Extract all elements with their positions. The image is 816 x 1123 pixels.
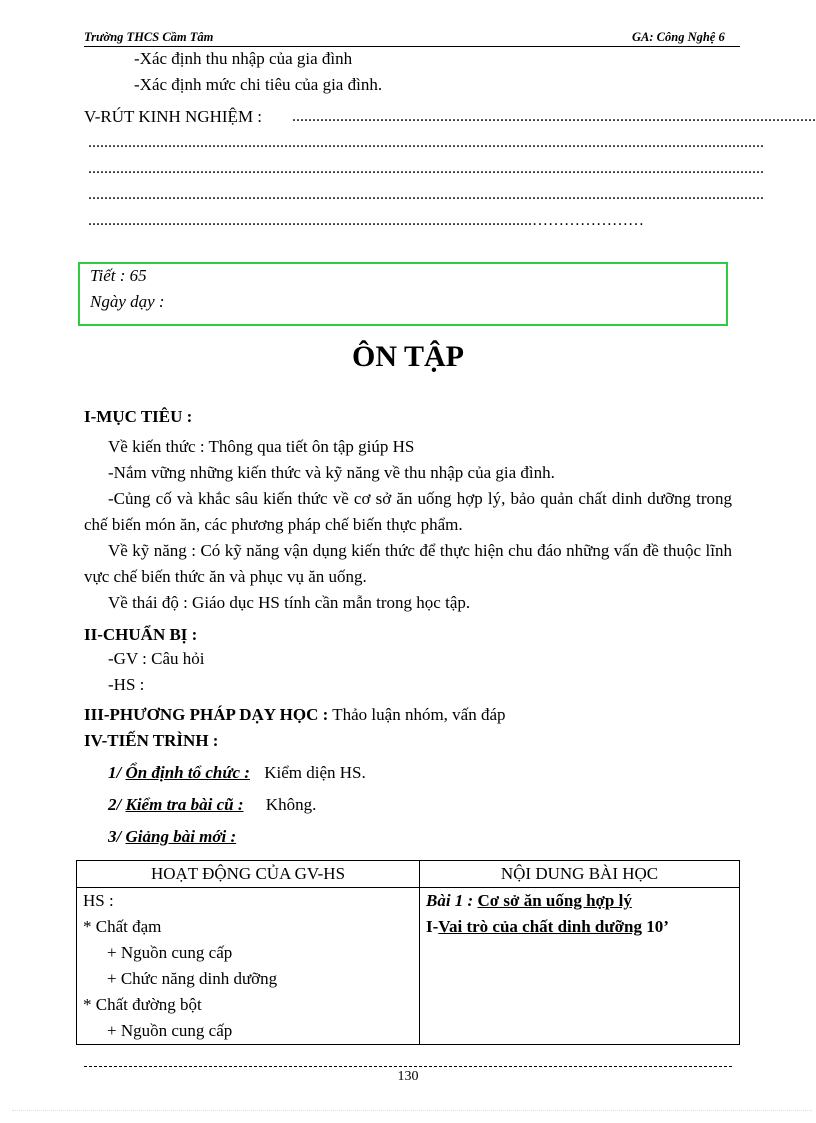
lesson-info-box xyxy=(78,262,728,326)
objective-income: -Nắm vững những kiến thức và kỹ năng về thu nhập của gia đình. xyxy=(108,463,555,482)
lesson-title: Cơ sở ăn uống hợp lý xyxy=(477,891,632,910)
experience-dot-line: ......................................................................................................................................................................... xyxy=(88,134,764,151)
content-cell xyxy=(420,888,740,1045)
experience-dot-line: ......................................................................................................................................................................... xyxy=(88,160,764,177)
table-header-row xyxy=(77,861,740,888)
header-subject: GA: Công Nghệ 6 xyxy=(632,30,725,44)
step-2-text: Không. xyxy=(265,795,317,814)
section-method-heading: III-PHƯƠNG PHÁP DẠY HỌC : xyxy=(84,705,329,724)
section-method xyxy=(84,702,506,728)
lesson-date: Ngày dạy : xyxy=(90,292,165,311)
step-3-number: 3/ xyxy=(108,827,126,846)
experience-dots: ................................................................................................................................... xyxy=(292,108,816,125)
step-1-label: Ổn định tổ chức : xyxy=(125,763,250,782)
process-step-2 xyxy=(108,792,316,818)
footer-rule xyxy=(84,1066,732,1067)
process-step-3 xyxy=(108,824,236,850)
table-header-activities: HOẠT ĐỘNG CỦA GV-HS xyxy=(77,861,420,888)
prev-line-spending: -Xác định mức chi tiêu của gia đình. xyxy=(134,75,383,94)
subheading-title: Vai trò của chất dinh dưỡng xyxy=(438,917,642,936)
header-school: Trường THCS Cầm Tâm xyxy=(84,30,214,44)
objective-nutrition: -Củng cố và khắc sâu kiến thức về cơ sở ăn uống hợp lý, bảo quản chất dinh dưỡng trong chế biến món ăn, các phương pháp chế biến thực phẩm. xyxy=(84,489,732,534)
lesson-subheading xyxy=(426,914,733,940)
experience-dot-line: ...............................................................................................................………………… xyxy=(88,212,644,229)
preparation-teacher: -GV : Câu hỏi xyxy=(108,649,205,668)
activity-line: HS : xyxy=(83,891,114,910)
step-1-number: 1/ xyxy=(108,763,126,782)
page-number: 130 xyxy=(397,1069,419,1084)
section-method-text: Thảo luận nhóm, vấn đáp xyxy=(332,705,506,724)
page-edge-rule xyxy=(12,1110,812,1111)
section-objectives-heading: I-MỤC TIÊU : xyxy=(84,407,193,426)
process-step-1 xyxy=(108,760,366,786)
step-3-label: Giảng bài mới : xyxy=(125,827,237,846)
page-title: ÔN TẬP xyxy=(352,340,464,373)
lesson-label: Bài 1 : xyxy=(426,891,478,910)
section-preparation-heading: II-CHUẨN BỊ : xyxy=(84,625,198,644)
step-1-text: Kiểm diện HS. xyxy=(264,763,366,782)
table-header-content: NỘI DUNG BÀI HỌC xyxy=(420,861,740,888)
experience-label: V-RÚT KINH NGHIỆM : xyxy=(84,107,263,126)
lesson-table xyxy=(76,860,740,1045)
lesson-period: Tiết : 65 xyxy=(90,266,147,285)
activity-line: + Chức năng dinh dưỡng xyxy=(107,969,278,988)
activity-line: * Chất đường bột xyxy=(83,995,202,1014)
subheading-prefix: I- xyxy=(426,917,439,936)
objective-attitude: Về thái độ : Giáo dục HS tính cần mẫn trong học tập. xyxy=(108,593,471,612)
activity-line: + Nguồn cung cấp xyxy=(107,1021,233,1040)
preparation-students: -HS : xyxy=(108,675,145,694)
activity-line: + Nguồn cung cấp xyxy=(107,943,233,962)
experience-dot-line: ......................................................................................................................................................................... xyxy=(88,186,764,203)
lesson-heading xyxy=(426,888,733,914)
prev-line-income: -Xác định thu nhập của gia đình xyxy=(134,49,353,68)
objective-knowledge: Về kiến thức : Thông qua tiết ôn tập giúp HS xyxy=(108,437,415,456)
step-2-label: Kiểm tra bài cũ : xyxy=(125,795,244,814)
step-2-number: 2/ xyxy=(108,795,126,814)
subheading-time: 10’ xyxy=(641,917,669,936)
activities-cell xyxy=(77,888,420,1045)
section-process-heading: IV-TIẾN TRÌNH : xyxy=(84,731,219,750)
objective-skills: Về kỹ năng : Có kỹ năng vận dụng kiến thức để thực hiện chu đáo những vấn đề thuộc lĩnh vực chế biến thức ăn và phục vụ ăn uống. xyxy=(84,541,732,586)
activity-line: * Chất đạm xyxy=(83,917,162,936)
table-row xyxy=(77,888,740,1045)
